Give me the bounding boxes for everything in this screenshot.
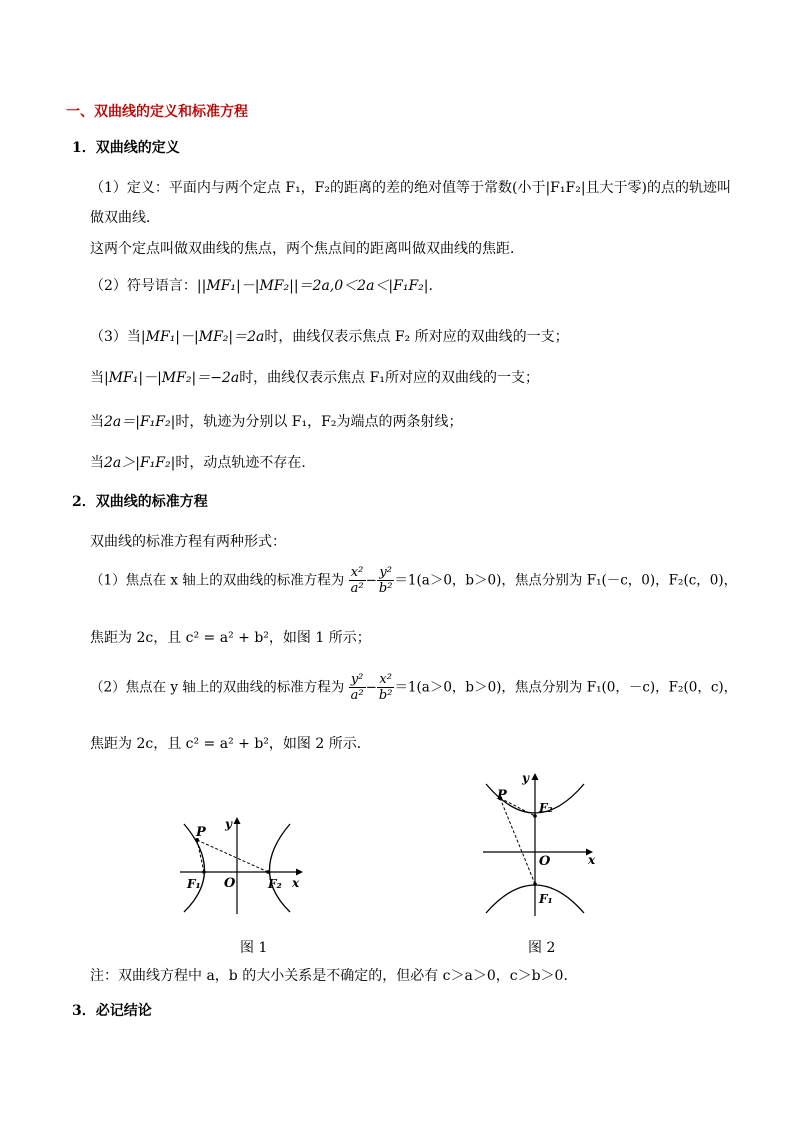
y-axis-equation: （2）焦点在 y 轴上的双曲线的标准方程为 $\frac{\text{y²}}{\text{a²}}$ − $\frac{\text{x²}}{\text{b²}}$ ＝1(a＞0，b＞0)，焦点分别为 F₁(0，－c)，F₂(0，c)， <box>90 672 738 703</box>
fig2-point-f2 <box>533 814 537 818</box>
definition-line-2: 做双曲线． <box>90 210 160 226</box>
fig1-x-arrow <box>296 869 303 876</box>
focus-definition: 这两个定点叫做双曲线的焦点，两个焦点间的距离叫做双曲线的焦距． <box>90 241 524 257</box>
y-axis-suffix: ＝1(a＞0，b＞0)，焦点分别为 F₁(0，－c)，F₂(0，c)， <box>394 679 738 696</box>
case-4-prefix: 当 <box>90 455 104 471</box>
case-2-suffix: 时，曲线仅表示焦点 F₁所对应的双曲线的一支； <box>239 370 539 386</box>
case-2-prefix: 当 <box>90 370 104 386</box>
standard-equation-intro: 双曲线的标准方程有两种形式： <box>90 534 286 550</box>
fig1-label-f1: F₁ <box>187 877 201 891</box>
y-fraction-1: $\frac{\text{y²}}{\text{a²}}$ <box>350 672 364 703</box>
case-1-suffix: 时，曲线仅表示焦点 F₂ 所对应的双曲线的一支； <box>264 329 569 345</box>
y-axis-focal-distance: 焦距为 2c，且 c² = a² + b²，如图 2 所示． <box>90 736 371 752</box>
case-2-formula: |MF₁|－|MF₂|＝−2a <box>104 370 240 386</box>
fig2-label-f1: F₁ <box>539 892 553 906</box>
fig1-pf2-line <box>197 840 268 872</box>
x-axis-prefix: （1）焦点在 x 轴上的双曲线的标准方程为 <box>90 572 345 589</box>
x-fraction-2: $\frac{\text{y²}}{\text{b²}}$ <box>378 565 393 596</box>
fig1-label-o: O <box>224 876 236 891</box>
case-4 <box>90 454 315 472</box>
figure-2-caption: 图 2 <box>528 940 556 956</box>
case-1-formula: |MF₁|－|MF₂|＝2a <box>140 329 265 345</box>
y-fraction-2: $\frac{\text{x²}}{\text{b²}}$ <box>378 672 393 703</box>
symbolic-prefix: （2）符号语言： <box>90 278 197 294</box>
fig2-label-p: P <box>497 788 507 803</box>
case-3-prefix: 当 <box>90 414 104 430</box>
heading-standard-equation: 2．双曲线的标准方程 <box>72 494 208 510</box>
symbolic-formula: ||MF₁|－|MF₂||＝2a,0＜2a＜|F₁F₂|. <box>196 278 433 294</box>
heading-conclusions: 3．必记结论 <box>72 1003 152 1019</box>
fig2-label-o: O <box>539 854 551 869</box>
fig2-label-x: x <box>588 853 596 867</box>
case-1 <box>90 328 569 346</box>
fig2-label-y: y <box>522 771 529 785</box>
fig1-y-arrow <box>234 817 241 824</box>
x-axis-suffix: ＝1(a＞0，b＞0)，焦点分别为 F₁(－c，0)，F₂(c，0)， <box>394 572 738 589</box>
fig1-point-f2 <box>266 870 270 874</box>
definition-line-1: （1）定义：平面内与两个定点 F₁，F₂的距离的差的绝对值等于常数(小于|F₁F₂|且大于零)的点的轨迹叫 <box>90 180 732 196</box>
fig2-pf1-line <box>500 798 535 884</box>
fig1-point-f1 <box>202 870 206 874</box>
heading-definition: 1．双曲线的定义 <box>72 140 180 156</box>
fig1-label-p: P <box>196 825 206 840</box>
figure-1-caption: 图 1 <box>240 940 268 956</box>
fig2-y-arrow <box>532 773 539 780</box>
case-3-formula: 2a＝|F₁F₂| <box>104 414 176 430</box>
x-axis-focal-distance: 焦距为 2c，且 c² = a² + b²，如图 1 所示； <box>90 630 371 646</box>
x-fraction-1: $\frac{\text{x²}}{\text{a²}}$ <box>350 565 364 596</box>
figure-2-hyperbola-y <box>478 770 608 920</box>
x-axis-equation: （1）焦点在 x 轴上的双曲线的标准方程为 $\frac{\text{x²}}{\text{a²}}$ − $\frac{\text{y²}}{\text{b²}}$ ＝1(a＞0，b＞0)，焦点分别为 F₁(－c，0)，F₂(c，0)， <box>90 565 738 596</box>
fig2-point-f1 <box>533 882 537 886</box>
y-axis-prefix: （2）焦点在 y 轴上的双曲线的标准方程为 <box>90 679 345 696</box>
figure-1-hyperbola-x <box>170 810 310 920</box>
case-4-suffix: 时，动点轨迹不存在． <box>175 455 316 471</box>
fig1-right-branch <box>270 824 291 912</box>
case-3-suffix: 时，轨迹为分别以 F₁，F₂为端点的两条射线； <box>175 414 463 430</box>
symbolic-language <box>90 277 433 295</box>
fig1-label-x: x <box>292 876 300 890</box>
case-2 <box>90 369 539 387</box>
fig2-label-f2: F₂ <box>539 801 553 815</box>
case-4-formula: 2a＞|F₁F₂| <box>104 455 176 471</box>
case-3 <box>90 413 462 431</box>
note: 注：双曲线方程中 a，b 的大小关系是不确定的，但必有 c＞a＞0，c＞b＞0． <box>90 968 578 984</box>
fig1-label-y: y <box>225 817 232 831</box>
fig1-label-f2: F₂ <box>268 877 282 891</box>
case-1-prefix: （3）当 <box>90 329 141 345</box>
section-title: 一、双曲线的定义和标准方程 <box>66 104 248 120</box>
